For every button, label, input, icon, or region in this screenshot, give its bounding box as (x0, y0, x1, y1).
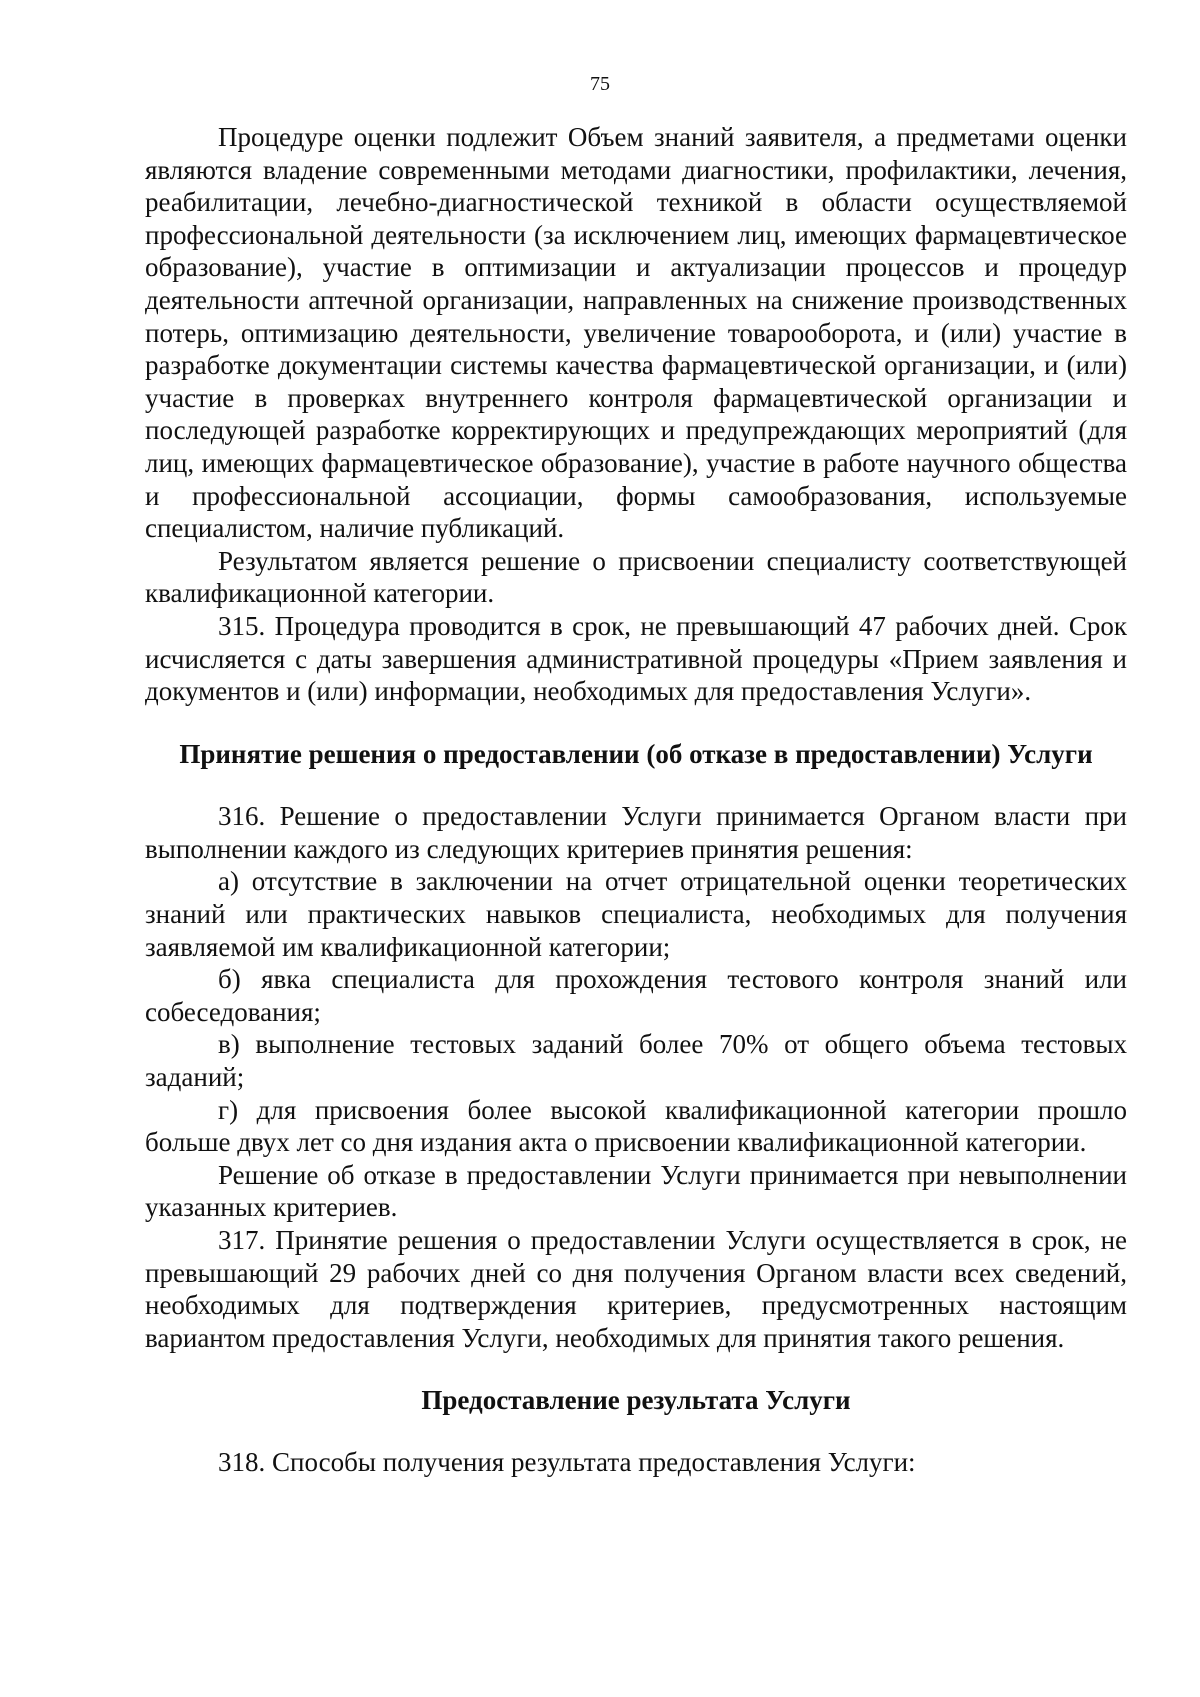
criterion-g: г) для присвоения более высокой квалификационной категории прошло больше двух лет со дня издания акта о присвоении квалификационной категории. (145, 1094, 1127, 1158)
section-heading-decision: Принятие решения о предоставлении (об отказе в предоставлении) Услуги (179, 738, 1093, 769)
paragraph-assessment-result: Результатом является решение о присвоении специалисту соответствующей квалификационной категории. (145, 545, 1127, 609)
criterion-b: б) явка специалиста для прохождения тестового контроля знаний или собеседования; (145, 964, 1127, 1027)
paragraph-317: 317. Принятие решения о предоставлении Услуги осуществляется в срок, не превышающий 29 рабочих дней со дня получения Органом власти всех сведений, необходимых для подтверждения критериев, предусмотренных настоящим вариантом предоставления Услуги, необходимых для принятия такого решения. (145, 1225, 1127, 1353)
paragraph-refusal: Решение об отказе в предоставлении Услуги принимается при невыполнении указанных критериев. (145, 1159, 1127, 1223)
criterion-a: а) отсутствие в заключении на отчет отрицательной оценки теоретических знаний или практических навыков специалиста, необходимых для получения заявляемой им квалификационной категории; (145, 866, 1127, 962)
paragraph-315: 315. Процедура проводится в срок, не превышающий 47 рабочих дней. Срок исчисляется с даты завершения административной процедуры «Прием заявления и документов и (или) информации, необходимых для предоставления Услуги». (145, 610, 1127, 707)
criterion-v: в) выполнение тестовых заданий более 70% от общего объема тестовых заданий; (145, 1029, 1127, 1093)
paragraph-assessment-subject: Процедуре оценки подлежит Объем знаний заявителя, а предметами оценки являются владение современными методами диагностики, профилактики, лечения, реабилитации, лечебно-диагностической техникой в области осуществляемой профессиональной деятельности (за исключением лиц, имеющих фармацевтическое образование), участие в оптимизации и актуализации процессов и процедур деятельности аптечной организации, направленных на снижение производственных потерь, оптимизацию деятельности, увеличение товарооборота, и (или) участие в разработке документации системы качества фармацевтической организации, и (или) участие в проверках внутреннего контроля фармацевтической организации и последующей разработке корректирующих и предупреждающих мероприятий (для лиц, имеющих фармацевтическое образование), участие в работе научного общества и профессиональной ассоциации, формы самообразования, используемые специалистом, наличие публикаций. (145, 122, 1127, 544)
page-number: 75 (590, 73, 610, 95)
paragraph-316: 316. Решение о предоставлении Услуги принимается Органом власти при выполнении каждого из следующих критериев принятия решения: (145, 801, 1127, 864)
page-body (145, 121, 1127, 1479)
section-heading-result: Предоставление результата Услуги (421, 1385, 851, 1416)
paragraph-318: 318. Способы получения результата предоставления Услуги: (218, 1446, 916, 1477)
